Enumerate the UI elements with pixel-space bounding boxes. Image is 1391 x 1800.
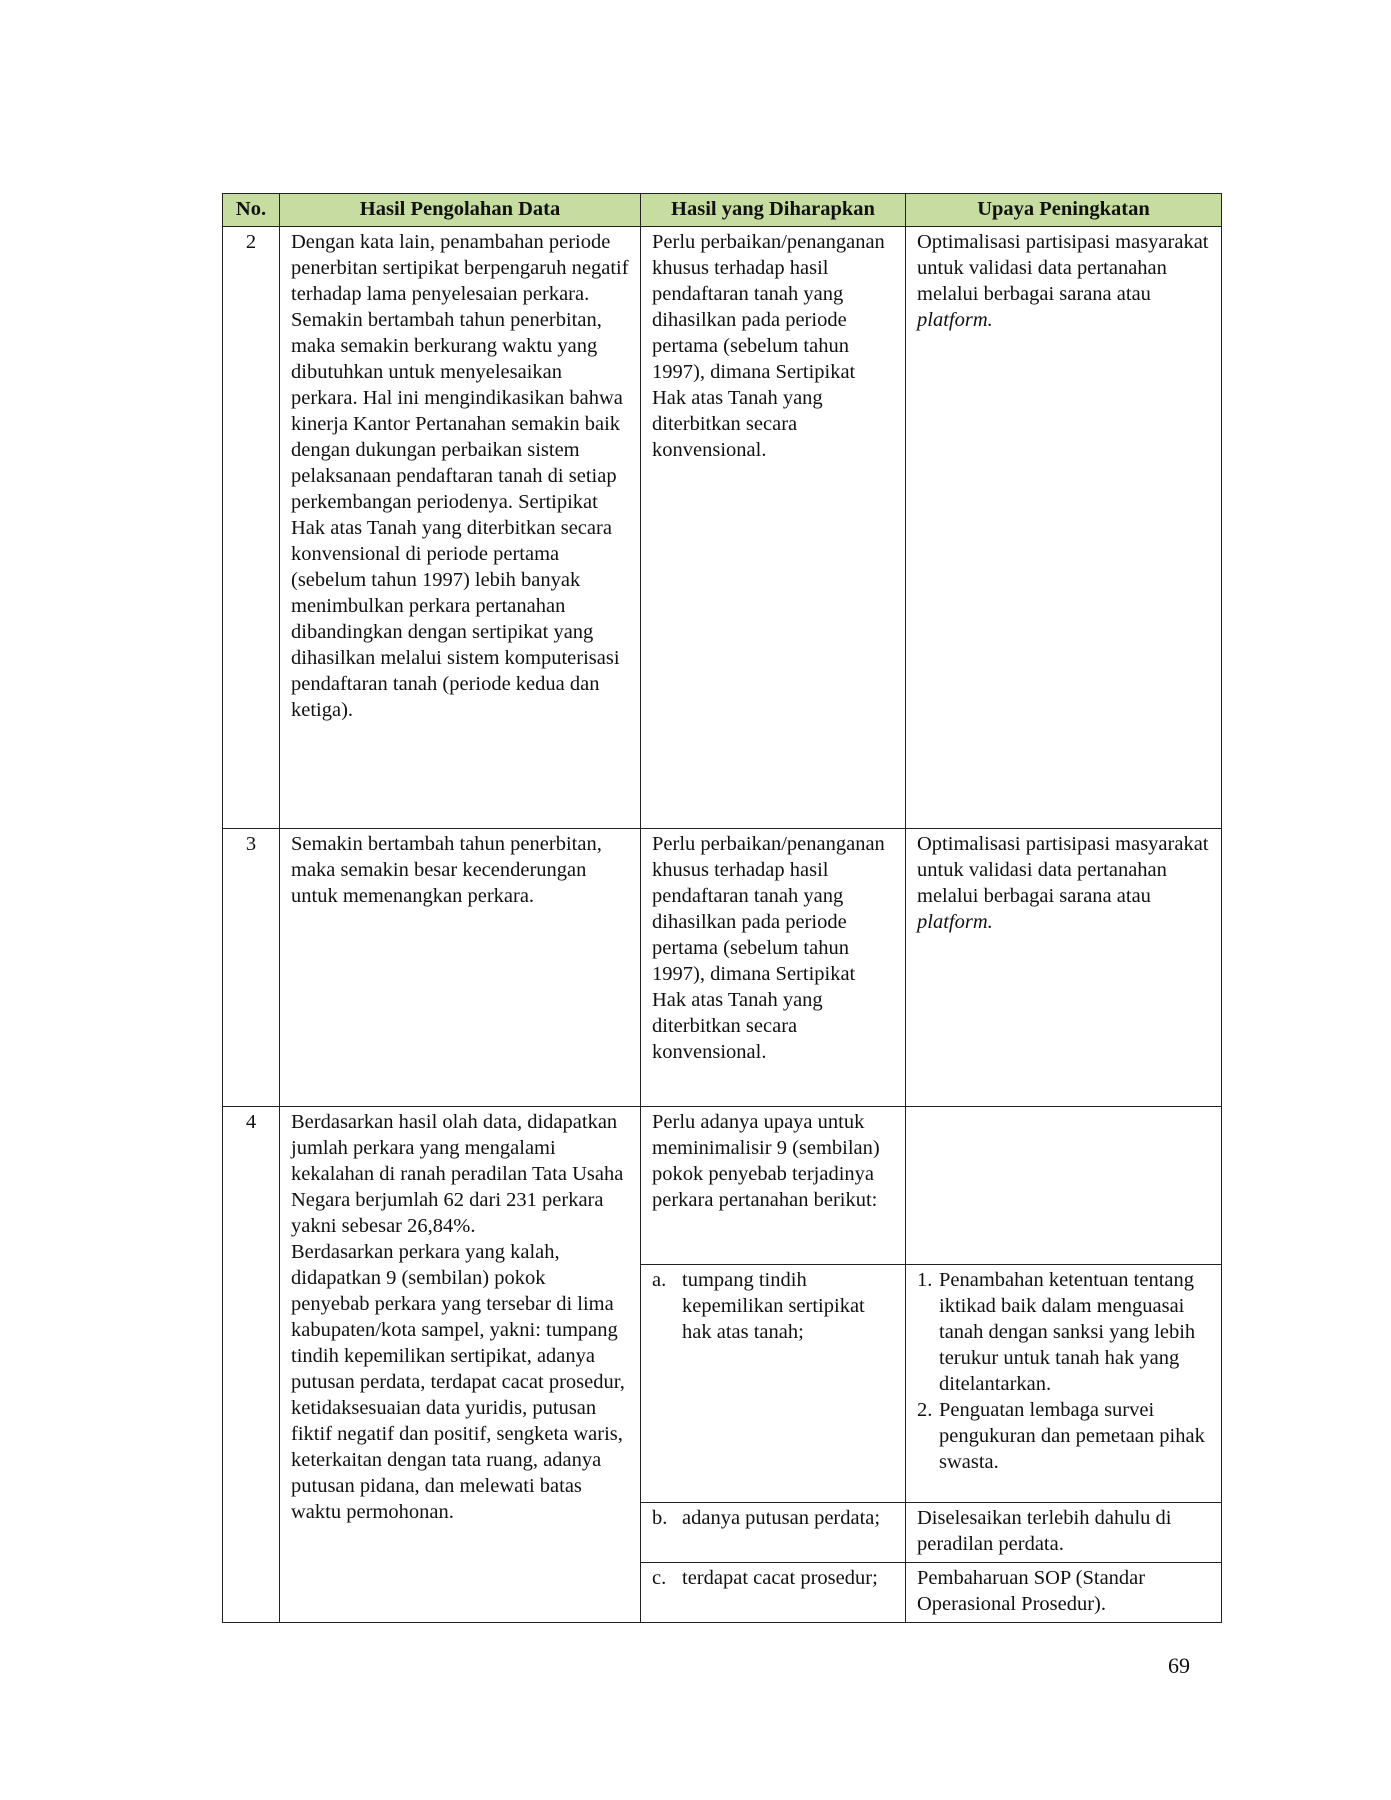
list-item: terdapat cacat prosedur; xyxy=(682,1567,878,1589)
table-header-row xyxy=(223,194,1222,227)
list-marker: 2. xyxy=(917,1399,933,1421)
cell-upaya xyxy=(906,829,1222,1107)
list-marker: c. xyxy=(652,1567,667,1589)
header-hasil-pengolahan-data: Hasil Pengolahan Data xyxy=(280,194,641,227)
cell-harapan: Perlu perbaikan/penanganan khusus terhadap hasil pendaftaran tanah yang dihasilkan pada periode pertama (sebelum tahun 1997), dimana Sertipikat Hak atas Tanah yang diterbitkan secara konvensional. xyxy=(641,829,906,1107)
cell-sub-b xyxy=(641,1503,906,1563)
row-number: 2 xyxy=(223,227,280,829)
row-number: 4 xyxy=(223,1107,280,1623)
list-marker: b. xyxy=(652,1507,668,1529)
cell-sub-c xyxy=(641,1563,906,1623)
upaya-text: Optimalisasi partisipasi masyarakat untuk validasi data pertanahan melalui berbagai sarana atau xyxy=(917,231,1209,305)
cell-hasil: Semakin bertambah tahun penerbitan, maka semakin besar kecenderungan untuk memenangkan perkara. xyxy=(280,829,641,1107)
table-row xyxy=(223,1107,1222,1265)
row-number: 3 xyxy=(223,829,280,1107)
cell-sub-a xyxy=(641,1265,906,1503)
header-upaya-peningkatan: Upaya Peningkatan xyxy=(906,194,1222,227)
hasil-paragraph: Berdasarkan hasil olah data, didapatkan jumlah perkara yang mengalami kekalahan di ranah peradilan Tata Usaha Negara berjumlah 62 dari 231 perkara yakni sebesar 26,84%. xyxy=(291,1111,624,1237)
table-row xyxy=(223,227,1222,829)
cell-harapan-intro: Perlu adanya upaya untuk meminimalisir 9 (sembilan) pokok penyebab terjadinya perkara pertanahan berikut: xyxy=(641,1107,906,1265)
list-item: Penambahan ketentuan tentang iktikad baik dalam menguasai tanah dengan sanksi yang lebih terukur untuk tanah hak yang ditelantarkan. xyxy=(939,1269,1196,1395)
cell-harapan: Perlu perbaikan/penanganan khusus terhadap hasil pendaftaran tanah yang dihasilkan pada periode pertama (sebelum tahun 1997), dimana Sertipikat Hak atas Tanah yang diterbitkan secara konvensional. xyxy=(641,227,906,829)
results-table xyxy=(222,193,1222,1623)
list-item: adanya putusan perdata; xyxy=(682,1507,881,1529)
hasil-paragraph: Berdasarkan perkara yang kalah, didapatkan 9 (sembilan) pokok penyebab perkara yang tersebar di lima kabupaten/kota sampel, yakni: tumpang tindih kepemilikan sertipikat, adanya putusan perdata, terdapat cacat prosedur, ketidaksesuaian data yuridis, putusan fiktif negatif dan positif, sengketa waris, keterkaitan dengan tata ruang, adanya putusan pidana, dan melewati batas waktu permohonan. xyxy=(291,1241,625,1523)
table-row xyxy=(223,829,1222,1107)
cell-upaya-a xyxy=(906,1265,1222,1503)
upaya-italic: platform. xyxy=(917,309,993,331)
cell-upaya-empty xyxy=(906,1107,1222,1265)
upaya-italic: platform. xyxy=(917,911,993,933)
cell-upaya-c: Pembaharuan SOP (Standar Operasional Prosedur). xyxy=(906,1563,1222,1623)
header-hasil-yang-diharapkan: Hasil yang Diharapkan xyxy=(641,194,906,227)
cell-upaya xyxy=(906,227,1222,829)
header-no: No. xyxy=(223,194,280,227)
list-item: Penguatan lembaga survei pengukuran dan pemetaan pihak swasta. xyxy=(939,1399,1205,1473)
cell-upaya-b: Diselesaikan terlebih dahulu di peradilan perdata. xyxy=(906,1503,1222,1563)
cell-hasil: Dengan kata lain, penambahan periode penerbitan sertipikat berpengaruh negatif terhadap lama penyelesaian perkara. Semakin bertambah tahun penerbitan, maka semakin berkurang waktu yang dibutuhkan untuk menyelesaikan perkara. Hal ini mengindikasikan bahwa kinerja Kantor Pertanahan semakin baik dengan dukungan perbaikan sistem pelaksanaan pendaftaran tanah di setiap perkembangan periodenya. Sertipikat Hak atas Tanah yang diterbitkan secara konvensional di periode pertama (sebelum tahun 1997) lebih banyak menimbulkan perkara pertanahan dibandingkan dengan sertipikat yang dihasilkan melalui sistem komputerisasi pendaftaran tanah (periode kedua dan ketiga). xyxy=(280,227,641,829)
list-marker: a. xyxy=(652,1269,667,1291)
page-number: 69 xyxy=(1168,1653,1190,1678)
list-item: tumpang tindih kepemilikan sertipikat hak atas tanah; xyxy=(682,1269,865,1343)
list-marker: 1. xyxy=(917,1269,933,1291)
upaya-text: Optimalisasi partisipasi masyarakat untuk validasi data pertanahan melalui berbagai sarana atau xyxy=(917,833,1209,907)
cell-hasil xyxy=(280,1107,641,1623)
